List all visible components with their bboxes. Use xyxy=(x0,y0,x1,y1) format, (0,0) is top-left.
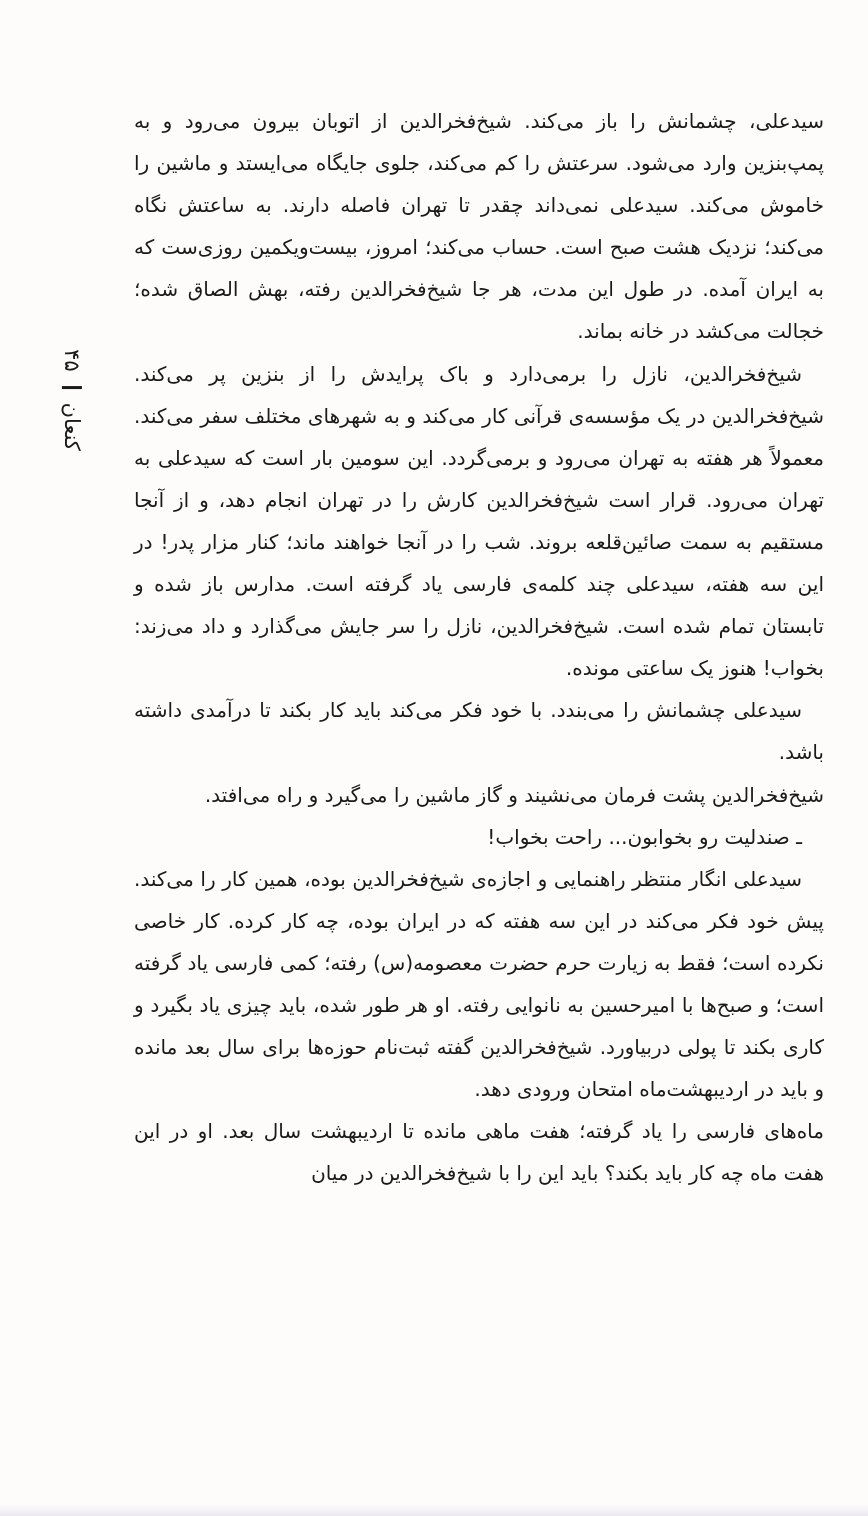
paragraph-3: سیدعلی چشمانش را می‌بندد. با خود فکر می‌کند باید کار بکند تا درآمدی داشته باشد. xyxy=(134,698,824,765)
running-header xyxy=(52,300,92,500)
page-bottom-edge xyxy=(0,1504,868,1516)
dialogue-line: ـ صندلیت رو بخوابون... راحت بخواب! xyxy=(487,824,802,849)
book-title: کنعان xyxy=(59,402,84,451)
paragraph-2: شیخ‌فخرالدین، نازل را برمی‌دارد و باک پرایدش را از بنزین پر می‌کند. شیخ‌فخرالدین در یک مؤسسه‌ی قرآنی کار می‌کند و به شهرهای مختلف سفر می‌کند. معمولاً هر هفته به تهران می‌رود و برمی‌گردد. این سومین بار است که سیدعلی به تهران می‌رود. قرار است شیخ‌فخرالدین کارش را در تهران انجام دهد، و از آنجا مستقیم به سمت صائین‌قلعه بروند. شب را در آنجا خواهند ماند؛ کنار مزار پدر! در این سه هفته، سیدعلی چند کلمه‌ی فارسی یاد گرفته است. مدارس باز شده و تابستان تمام شده است. شیخ‌فخرالدین، نازل را سر جایش می‌گذارد و داد می‌زند: بخواب! هنوز یک ساعتی مونده. xyxy=(134,361,824,681)
body-text xyxy=(134,100,824,1194)
page-number: ۴۵ xyxy=(59,349,84,372)
header-divider xyxy=(62,386,82,389)
paragraph-7: ماه‌های فارسی را یاد گرفته؛ هفت ماهی مانده تا اردیبهشت سال بعد. او در این هفت ماه چه کار باید بکند؟ باید این را با شیخ‌فخرالدین در میان xyxy=(134,1119,824,1186)
paragraph-4: شیخ‌فخرالدین پشت فرمان می‌نشیند و گاز ماشین را می‌گیرد و راه می‌افتد. xyxy=(204,782,824,807)
paragraph-6: سیدعلی انگار منتظر راهنمایی و اجازه‌ی شیخ‌فخرالدین بوده، همین کار را می‌کند. پیش خود فکر می‌کند در این سه هفته که در ایران بوده، چه کار کرده. کار خاصی نکرده است؛ فقط به زیارت حرم حضرت معصومه(س) رفته؛ کمی فارسی یاد گرفته است؛ و صبح‌ها با امیرحسین به نانوایی رفته. او هر طور شده، باید چیزی یاد بگیرد و کاری بکند تا پولی دربیاورد. شیخ‌فخرالدین گفته ثبت‌نام حوزه‌ها برای سال بعد مانده و باید در اردیبهشت‌ماه امتحان ورودی دهد. xyxy=(134,866,824,1102)
paragraph-1: سیدعلی، چشمانش را باز می‌کند. شیخ‌فخرالدین از اتوبان بیرون می‌رود و به پمپ‌بنزین وارد می‌شود. سرعتش را کم می‌کند، جلوی جایگاه می‌ایستد و ماشین را خاموش می‌کند. سیدعلی نمی‌داند چقدر تا تهران فاصله دارند. به ساعتش نگاه می‌کند؛ نزدیک هشت صبح است. حساب می‌کند؛ امروز، بیست‌ویکمین روزی‌ست که به ایران آمده. در طول این مدت، هر جا شیخ‌فخرالدین رفته، بهش الصاق شده؛ خجالت می‌کشد در خانه بماند. xyxy=(134,109,824,344)
